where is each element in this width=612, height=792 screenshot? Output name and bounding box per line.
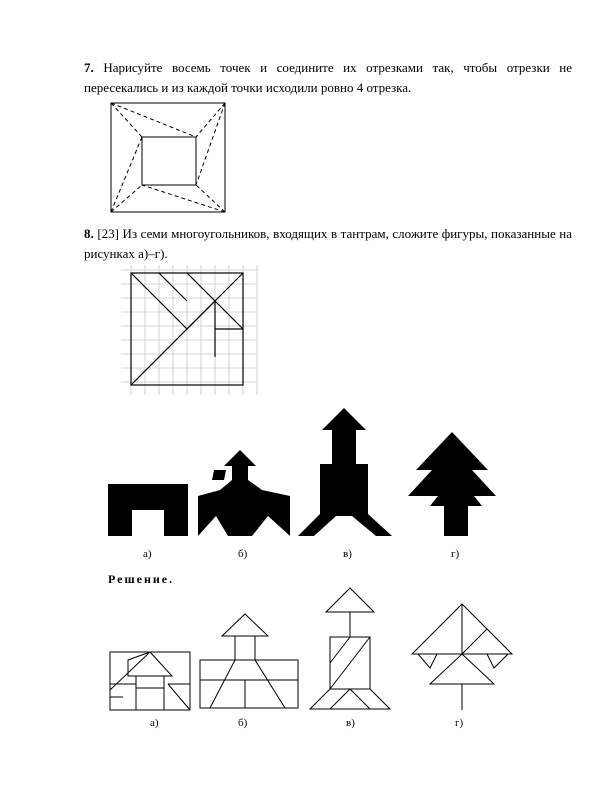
inner-square [142, 137, 196, 185]
solution-label-a: а) [150, 717, 159, 729]
figure-label-c: в) [343, 548, 352, 560]
dashed-connections [111, 103, 225, 212]
task-8-body: [23] Из семи многоугольников, входящих в тантрам, сложите фигуры, показанные на рисунках а)–г). [84, 226, 573, 261]
task-7-number: 7. [84, 60, 94, 75]
task-7-body: Нарисуйте восемь точек и соедините их отрезками так, чтобы отрезки не пересекались и из каждой точки исходили ровно 4 отрезка. [84, 60, 573, 95]
solution-b [200, 614, 298, 708]
solution-d [412, 604, 512, 710]
task-8-number: 8. [84, 226, 94, 241]
solution-heading: Решение. [108, 572, 175, 586]
solution-c [310, 588, 390, 709]
solution-label-d: г) [455, 717, 464, 729]
figure-label-d: г) [451, 548, 460, 560]
task-7-diagram [111, 103, 225, 212]
silhouette-d [408, 432, 496, 536]
solution-label-b: б) [238, 717, 248, 729]
silhouette-b [198, 450, 290, 536]
figure-label-b: б) [238, 548, 248, 560]
silhouette-a [108, 484, 188, 536]
solution-a [110, 652, 190, 710]
figure-label-a: а) [143, 548, 152, 560]
tangram-grid [121, 265, 257, 395]
silhouette-c [298, 408, 392, 536]
solution-label-c: в) [346, 717, 355, 729]
